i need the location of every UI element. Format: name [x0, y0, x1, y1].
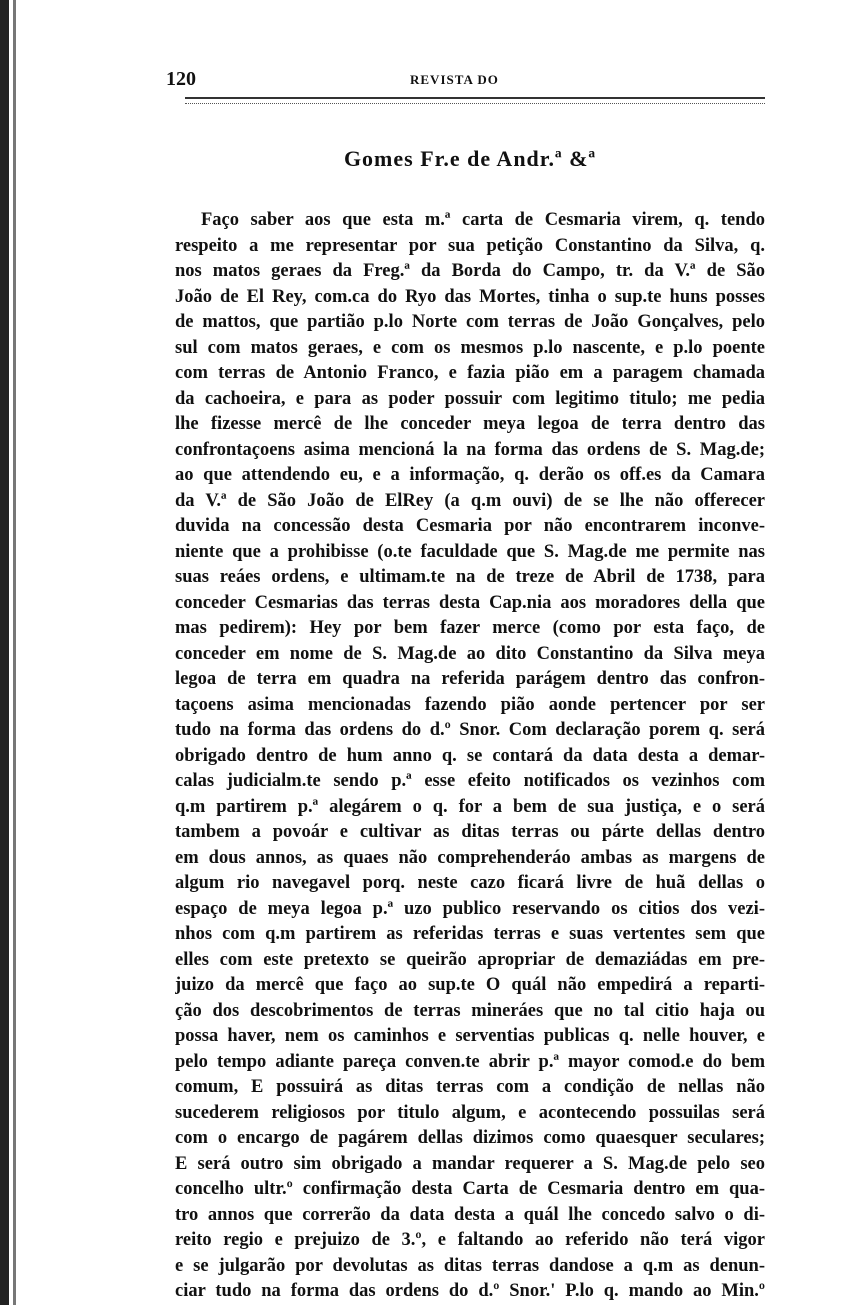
- text-line: comum, E possuirá as ditas terras com a condição de nellas não: [175, 1077, 765, 1097]
- scan-edge: [0, 0, 9, 1305]
- text-line: respeito a me representar por sua petição Constantino da Silva, q.: [175, 235, 765, 256]
- text-line: sul com matos geraes, e com os mesmos p.lo nascente, e p.lo poente: [175, 337, 765, 358]
- text-line: tambem a povoár e cultivar as ditas terras ou párte dellas dentro: [175, 822, 765, 842]
- text-line: taçoens asima mencionadas fazendo pião aonde pertencer por ser: [175, 694, 765, 715]
- text-line: suas reáes ordens, e ultimam.te na de treze de Abril de 1738, para: [175, 567, 765, 587]
- text-line: mas pedirem): Hey por bem fazer merce (como por esta faço, de: [175, 618, 765, 638]
- text-line: possa haver, nem os caminhos e serventias publicas q. nelle houver, e: [175, 1026, 765, 1046]
- text-line: algum rio navegavel porq. neste cazo ficará livre de huã dellas o: [175, 873, 765, 893]
- text-line: da V.ª de São João de ElRey (a q.m ouvi) de se lhe não offerecer: [175, 490, 765, 511]
- text-line: e se julgarão por devolutas as ditas terras dandose a q.m as denun-: [175, 1255, 765, 1276]
- text-line: niente que a prohibisse (o.te faculdade que S. Mag.de me permite nas: [175, 541, 765, 562]
- text-line: de mattos, que partião p.lo Norte com terras de João Gonçalves, pelo: [175, 312, 765, 332]
- text-line: lhe fizesse mercê de lhe conceder meya legoa de terra dentro das: [175, 414, 765, 434]
- text-line: ao que attendendo eu, e a informação, q. derão os off.es da Camara: [175, 465, 765, 485]
- text-line: ção dos descobrimentos de terras mineráes que no tal citio haja ou: [175, 1000, 765, 1021]
- text-line: nhos com q.m partirem as referidas terras e suas vertentes sem que: [175, 924, 765, 944]
- text-line: tudo na forma das ordens do d.º Snor. Com declaração porem q. será: [175, 720, 765, 740]
- text-line: duvida na concessão desta Cesmaria por não encontrarem inconve-: [175, 516, 765, 536]
- text-line: legoa de terra em quadra na referida parágem dentro das confron-: [175, 669, 765, 689]
- text-line: pelo tempo adiante pareça conven.te abrir p.ª mayor comod.e do bem: [175, 1051, 765, 1072]
- text-line: E será outro sim obrigado a mandar requerer a S. Mag.de pelo seo: [175, 1153, 765, 1174]
- body-text: [175, 208, 765, 1305]
- text-line: sucederem religiosos por titulo algum, e acontecendo possuilas será: [175, 1102, 765, 1123]
- text-line: juizo da mercê que faço ao sup.te O quál não empedirá a reparti-: [175, 975, 765, 995]
- text-line: elles com este pretexto se queirão apropriar de demaziádas em pre-: [175, 949, 765, 970]
- text-line: nos matos geraes da Freg.ª da Borda do Campo, tr. da V.ª de São: [175, 261, 765, 281]
- text-line: conceder em nome de S. Mag.de ao dito Constantino da Silva meya: [175, 643, 765, 664]
- text-line: João de El Rey, com.ca do Ryo das Mortes, tinha o sup.te huns posses: [175, 286, 765, 307]
- page-number: 120: [166, 68, 196, 90]
- text-line: com terras de Antonio Franco, e fazia pião em a paragem chamada: [175, 363, 765, 383]
- text-line: concelho ultr.º confirmação desta Carta de Cesmaria dentro em qua-: [175, 1179, 765, 1199]
- scan-edge-line: [13, 0, 16, 1305]
- text-line: ciar tudo na forma das ordens do d.º Snor.' P.lo q. mando ao Min.º: [175, 1281, 765, 1301]
- text-line: com o encargo de pagárem dellas dizimos como quaesquer seculares;: [175, 1128, 765, 1148]
- text-line: conceder Cesmarias das terras desta Cap.nia aos moradores della que: [175, 592, 765, 613]
- text-line: obrigado dentro de hum anno q. se contará da data desta a demar-: [175, 745, 765, 766]
- text-line: calas judicialm.te sendo p.ª esse efeito notificados os vezinhos com: [175, 771, 765, 791]
- header-rule: [185, 97, 765, 104]
- text-line: da cachoeira, e para as poder possuir com legitimo titulo; me pedia: [175, 388, 765, 409]
- text-line: tro annos que correrão da data desta a quál lhe concedo salvo o di-: [175, 1204, 765, 1225]
- text-line: reito regio e prejuizo de 3.º, e faltando ao referido não terá vigor: [175, 1230, 765, 1250]
- section-title: Gomes Fr.e de Andr.ª &ª: [343, 146, 597, 171]
- text-line: em dous annos, as quaes não comprehenderáo ambas as margens de: [175, 847, 765, 868]
- running-header: REVISTA DO: [410, 72, 499, 87]
- text-line: confrontaçoens asima mencioná la na forma das ordens de S. Mag.de;: [175, 439, 765, 460]
- text-line: Faço saber aos que esta m.ª carta de Cesmaria virem, q. tendo: [201, 210, 765, 230]
- text-line: espaço de meya legoa p.ª uzo publico reservando os citios dos vezi-: [175, 898, 765, 919]
- text-line: q.m partirem p.ª alegárem o q. for a bem de sua justiça, e o será: [175, 796, 765, 817]
